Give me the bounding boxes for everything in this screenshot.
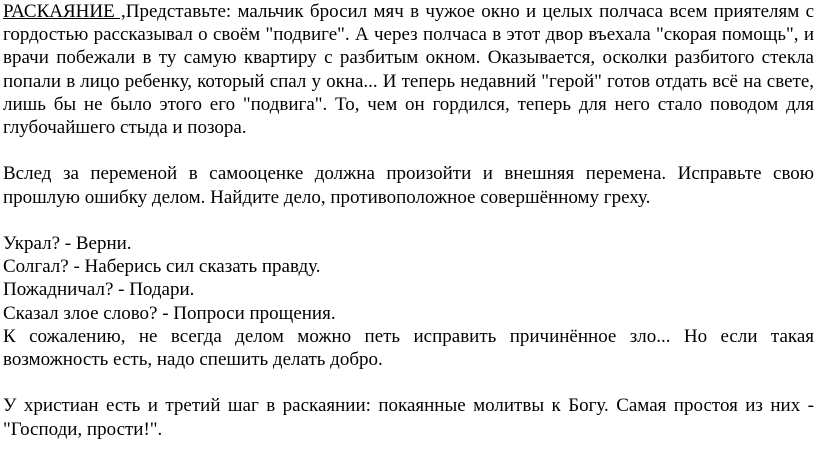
paragraph-spacer <box>3 139 814 162</box>
list-item: Пожадничал? - Подари. <box>3 279 195 301</box>
list-item: Украл? - Верни. <box>3 233 132 254</box>
paragraph-spacer <box>3 209 814 232</box>
list-item: Сказал злое слово? - Попроси прощения. <box>3 302 336 324</box>
intro-paragraph <box>3 0 814 139</box>
list-item: Солгал? - Наберись сил сказать правду. <box>3 256 321 278</box>
intro-text: Представьте: мальчик бросил мяч в чужое окно и целых полчаса всем приятелям с гордостью рассказывал о своём "подвиге". А через полчаса в этот двор въехала "скорая помощь", и врачи побежали в ту самую квартиру с разбитым окном. Оказывается, осколки разбитого стекла попали в лицо ребенку, который спал у окна... И теперь недавний "герой" готов отдать всё на свете, лишь бы не было этого его "подвига". То, чем он гордился, теперь для него стало поводом для глубочайшего стыда и позора. <box>3 1 814 139</box>
fourth-paragraph: У христиан есть и третий шаг в раскаянии: покаянные молитвы к Богу. Самая простоя из них - "Господи, прости!". <box>3 395 814 440</box>
second-paragraph: Вслед за переменой в самооценке должна произойти и внешняя перемена. Исправьте свою прошлую ошибку делом. Найдите дело, противоположное совершённому греху. <box>3 163 814 208</box>
document-heading: РАСКАЯНИЕ , <box>3 1 126 22</box>
paragraph-spacer <box>3 371 814 394</box>
third-paragraph: К сожалению, не всегда делом можно петь исправить причинённое зло... Но если такая возможность есть, надо спешить делать добро. <box>3 325 814 371</box>
